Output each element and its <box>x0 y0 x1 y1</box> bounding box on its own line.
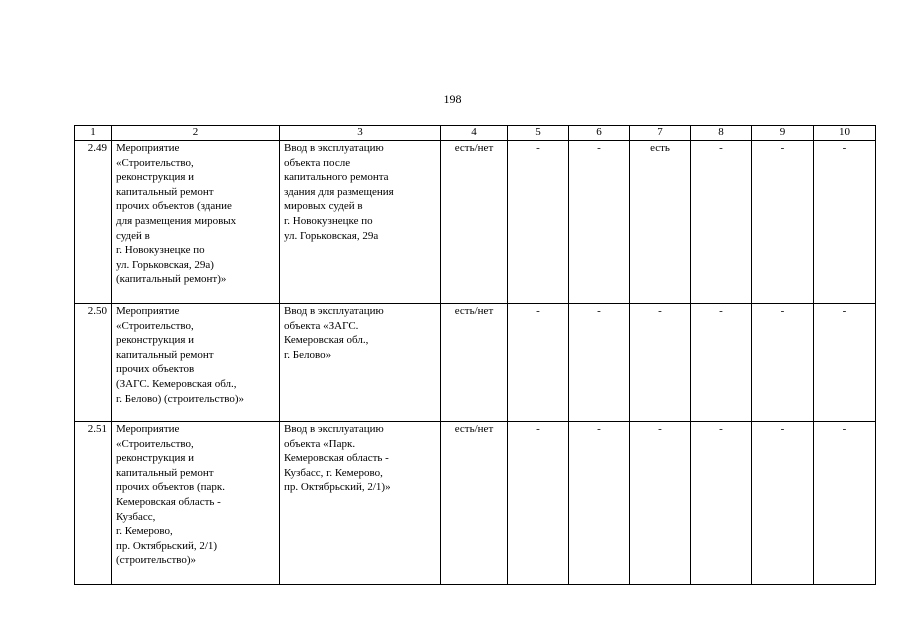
row-result: Ввод в эксплуатацию объекта «Парк. Кемеровская область - Кузбасс, г. Кемерово, пр. Октябрьский, 2/1)» <box>280 422 441 585</box>
table-row <box>75 141 876 304</box>
row-unit: есть/нет <box>441 422 508 585</box>
row-value-7: есть <box>630 141 691 304</box>
header-cell-3: 3 <box>280 126 441 141</box>
header-cell-2: 2 <box>112 126 280 141</box>
row-value-6: - <box>569 304 630 422</box>
row-description: Мероприятие «Строительство, реконструкция и капитальный ремонт прочих объектов (парк. Кемеровская область - Кузбасс, г. Кемерово, пр. Октябрьский, 2/1) (строительство)» <box>112 422 280 585</box>
row-value-10: - <box>814 304 876 422</box>
row-number: 2.51 <box>75 422 112 585</box>
row-unit: есть/нет <box>441 141 508 304</box>
page-number: 198 <box>443 92 462 106</box>
row-value-9: - <box>752 304 814 422</box>
row-value-8: - <box>691 304 752 422</box>
header-cell-10: 10 <box>814 126 876 141</box>
row-value-8: - <box>691 422 752 585</box>
row-value-5: - <box>508 422 569 585</box>
header-cell-8: 8 <box>691 126 752 141</box>
header-cell-1: 1 <box>75 126 112 141</box>
header-cell-9: 9 <box>752 126 814 141</box>
row-value-5: - <box>508 304 569 422</box>
row-description: Мероприятие «Строительство, реконструкция и капитальный ремонт прочих объектов (ЗАГС. Кемеровская обл., г. Белово) (строительство)» <box>112 304 280 422</box>
header-cell-5: 5 <box>508 126 569 141</box>
row-number: 2.50 <box>75 304 112 422</box>
header-cell-6: 6 <box>569 126 630 141</box>
row-value-7: - <box>630 304 691 422</box>
table-row <box>75 422 876 585</box>
row-value-9: - <box>752 422 814 585</box>
row-value-5: - <box>508 141 569 304</box>
row-value-8: - <box>691 141 752 304</box>
row-value-10: - <box>814 422 876 585</box>
row-value-6: - <box>569 422 630 585</box>
table-row <box>75 304 876 422</box>
row-value-10: - <box>814 141 876 304</box>
header-cell-4: 4 <box>441 126 508 141</box>
row-number: 2.49 <box>75 141 112 304</box>
indicators-table <box>74 125 876 585</box>
header-row <box>75 126 876 141</box>
row-description: Мероприятие «Строительство, реконструкция и капитальный ремонт прочих объектов (здание для размещения мировых судей в г. Новокузнецке по ул. Горьковская, 29а) (капитальный ремонт)» <box>112 141 280 304</box>
header-cell-7: 7 <box>630 126 691 141</box>
row-unit: есть/нет <box>441 304 508 422</box>
row-value-6: - <box>569 141 630 304</box>
row-result: Ввод в эксплуатацию объекта «ЗАГС. Кемеровская обл., г. Белово» <box>280 304 441 422</box>
row-value-9: - <box>752 141 814 304</box>
row-result: Ввод в эксплуатацию объекта после капитального ремонта здания для размещения мировых судей в г. Новокузнецке по ул. Горьковская, 29а <box>280 141 441 304</box>
row-value-7: - <box>630 422 691 585</box>
